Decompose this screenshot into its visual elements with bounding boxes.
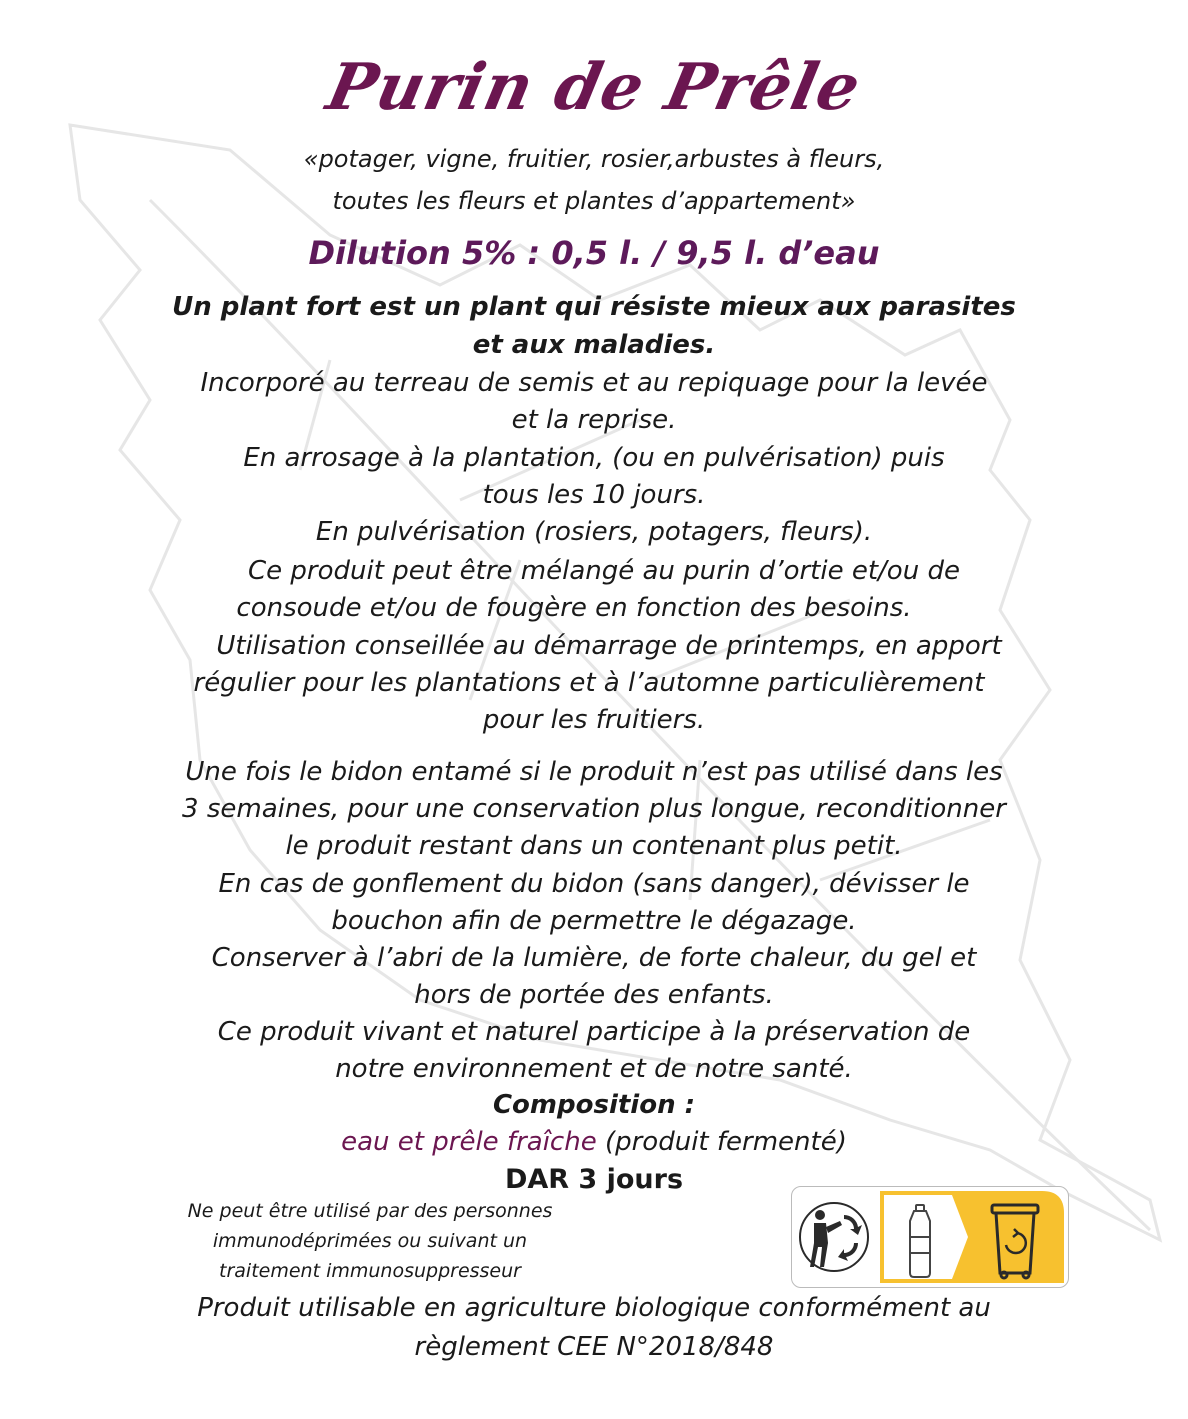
usage-line: consoude et/ou de fougère en fonction des besoins. [236,593,912,623]
usage-line: pour les fruitiers. [482,705,706,735]
composition-note: (produit fermenté) [604,1127,847,1157]
storage-line: le produit restant dans un contenant plus petit. [285,831,903,861]
lead-line-1: Un plant fort est un plant qui résiste mieux aux parasites [172,292,1016,322]
footer-line-2: règlement CEE N°2018/848 [414,1332,774,1362]
storage-line: notre environnement et de notre santé. [335,1054,853,1084]
usage-line: Utilisation conseillée au démarrage de printemps, en apport [216,631,1002,661]
storage-line: bouchon afin de permettre le dégazage. [331,906,857,936]
dilution-info: Dilution 5% : 0,5 l. / 9,5 l. d’eau [308,234,880,272]
usage-line: En pulvérisation (rosiers, potagers, fleurs). [315,517,873,547]
triman-icon [800,1203,868,1271]
product-title: Purin de Prêle [320,50,868,125]
storage-line: 3 semaines, pour une conservation plus longue, reconditionner [182,794,1006,824]
subtitle-line-2: toutes les fleurs et plantes d’appartement» [332,187,856,215]
usage-line: et la reprise. [511,405,677,435]
lead-line-2: et aux maladies. [472,330,716,360]
footer-line-1: Produit utilisable en agriculture biologique conformément au [197,1293,991,1323]
subtitle-line-1: «potager, vigne, fruitier, rosier,arbustes à fleurs, [303,145,885,173]
usage-line: En arrosage à la plantation, (ou en pulvérisation) puis [243,443,945,473]
usage-line: tous les 10 jours. [482,480,706,510]
storage-line: Une fois le bidon entamé si le produit n’est pas utilisé dans les [185,757,1003,787]
storage-line: Conserver à l’abri de la lumière, de forte chaleur, du gel et [211,943,977,973]
usage-line: Ce produit peut être mélangé au purin d’ortie et/ou de [248,556,960,586]
warning-line: traitement immunosuppresseur [219,1260,521,1282]
composition-line [0,1127,1188,1157]
recycling-logo [791,1186,1069,1288]
warning-line: immunodéprimées ou suivant un [212,1230,528,1252]
recycling-logo-graphic [792,1187,1068,1287]
composition-title: Composition : [492,1090,696,1120]
usage-line: régulier pour les plantations et à l’automne particulièrement [193,668,985,698]
warning-line: Ne peut être utilisé par des personnes [187,1200,553,1222]
storage-line: En cas de gonflement du bidon (sans danger), dévisser le [218,869,970,899]
storage-line: Ce produit vivant et naturel participe à la préservation de [217,1017,971,1047]
dar-info: DAR 3 jours [504,1164,684,1195]
storage-line: hors de portée des enfants. [414,980,774,1010]
usage-line: Incorporé au terreau de semis et au repiquage pour la levée [200,368,988,398]
composition-ingredients: eau et prêle fraîche [341,1127,597,1157]
